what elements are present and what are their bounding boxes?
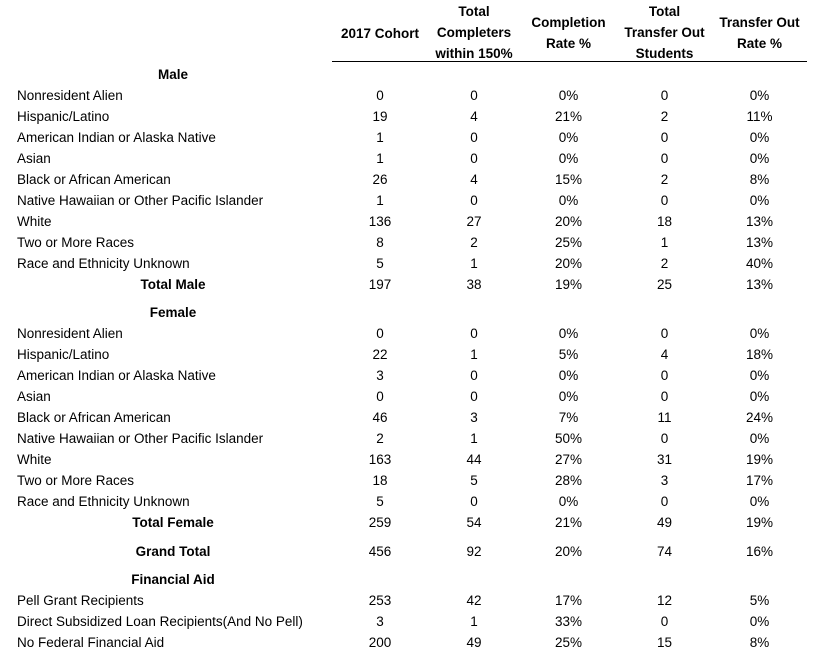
column-header-transfer-out-rate bbox=[712, 12, 807, 54]
table-cell: 1 bbox=[376, 193, 384, 208]
table-row bbox=[0, 590, 817, 611]
table-cell: 0% bbox=[558, 326, 579, 341]
table-cell: 0% bbox=[749, 614, 770, 629]
table-cell: 0% bbox=[558, 494, 579, 509]
table-cell: 0% bbox=[558, 193, 579, 208]
table-row bbox=[0, 344, 817, 365]
column-header-line: Completers bbox=[436, 25, 512, 40]
row-label: Native Hawaiian or Other Pacific Islander bbox=[17, 193, 264, 208]
table-cell: 0% bbox=[749, 193, 770, 208]
total-label: Total Female bbox=[132, 515, 214, 530]
table-cell: 0 bbox=[470, 193, 478, 208]
table-cell: 4 bbox=[660, 347, 669, 362]
table-cell: 2 bbox=[376, 431, 384, 446]
table-row bbox=[0, 428, 817, 449]
table-cell: 0% bbox=[749, 494, 770, 509]
table-row bbox=[0, 190, 817, 211]
table-row bbox=[0, 127, 817, 148]
table-cell: 2 bbox=[470, 235, 478, 250]
table-cell: 1 bbox=[376, 151, 384, 166]
section-title: Financial Aid bbox=[131, 572, 215, 587]
table-cell: 8% bbox=[749, 635, 770, 650]
table-cell: 0% bbox=[749, 368, 770, 383]
table-cell: 0 bbox=[470, 389, 478, 404]
column-header-line: Students bbox=[635, 46, 694, 61]
table-cell: 13% bbox=[745, 277, 774, 292]
total-row bbox=[0, 512, 817, 533]
table-cell: 1 bbox=[470, 256, 478, 271]
table-cell: 259 bbox=[368, 515, 392, 530]
table-cell: 22 bbox=[372, 347, 388, 362]
table-cell: 15% bbox=[554, 172, 583, 187]
column-header-line: 2017 Cohort bbox=[340, 26, 420, 41]
row-label: Native Hawaiian or Other Pacific Islander bbox=[17, 431, 264, 446]
row-label: Black or African American bbox=[17, 410, 171, 425]
table-cell: 0% bbox=[749, 151, 770, 166]
column-header-line: Rate % bbox=[545, 36, 591, 51]
table-cell: 18% bbox=[745, 347, 774, 362]
table-cell: 28% bbox=[554, 473, 583, 488]
table-cell: 0 bbox=[376, 326, 384, 341]
column-header-line: Rate % bbox=[736, 36, 782, 51]
table-cell: 1 bbox=[470, 431, 478, 446]
table-cell: 200 bbox=[368, 635, 392, 650]
table-row bbox=[0, 211, 817, 232]
column-header-line: Transfer Out bbox=[624, 25, 705, 40]
table-cell: 0% bbox=[558, 389, 579, 404]
column-header-cohort bbox=[332, 23, 428, 44]
table-cell: 49 bbox=[466, 635, 482, 650]
table-cell: 0 bbox=[470, 151, 478, 166]
table-cell: 1 bbox=[660, 235, 669, 250]
row-label: Asian bbox=[17, 151, 51, 166]
table-cell: 50% bbox=[554, 431, 583, 446]
table-cell: 19% bbox=[745, 515, 774, 530]
table-cell: 0 bbox=[660, 326, 669, 341]
table-cell: 17% bbox=[554, 593, 583, 608]
section-title: Female bbox=[149, 305, 197, 320]
table-row bbox=[0, 632, 817, 653]
table-row bbox=[0, 407, 817, 428]
table-cell: 15 bbox=[656, 635, 673, 650]
table-cell: 5% bbox=[749, 593, 770, 608]
section-title: Male bbox=[157, 67, 188, 82]
table-cell: 1 bbox=[376, 130, 384, 145]
table-cell: 25% bbox=[554, 635, 583, 650]
table-row bbox=[0, 611, 817, 632]
row-label: Race and Ethnicity Unknown bbox=[17, 256, 190, 271]
total-label: Total Male bbox=[140, 277, 206, 292]
row-label: Direct Subsidized Loan Recipients(And No Pell) bbox=[17, 614, 303, 629]
table-cell: 0 bbox=[660, 368, 669, 383]
row-label: Hispanic/Latino bbox=[17, 109, 110, 124]
table-cell: 8 bbox=[376, 235, 384, 250]
row-label: American Indian or Alaska Native bbox=[17, 368, 216, 383]
table-cell: 0 bbox=[376, 88, 384, 103]
table-cell: 1 bbox=[470, 614, 478, 629]
row-label: White bbox=[17, 452, 52, 467]
column-header-transfer-out-students bbox=[617, 1, 712, 64]
table-row bbox=[0, 85, 817, 106]
table-cell: 13% bbox=[745, 214, 774, 229]
table-cell: 0 bbox=[470, 494, 478, 509]
table-row bbox=[0, 470, 817, 491]
row-label: Asian bbox=[17, 389, 51, 404]
table-cell: 12 bbox=[656, 593, 673, 608]
table-cell: 26 bbox=[372, 172, 388, 187]
table-cell: 44 bbox=[466, 452, 482, 467]
table-cell: 20% bbox=[554, 256, 583, 271]
table-cell: 0% bbox=[749, 431, 770, 446]
table-cell: 0 bbox=[470, 130, 478, 145]
table-cell: 25 bbox=[656, 277, 673, 292]
table-cell: 0 bbox=[376, 389, 384, 404]
row-label: American Indian or Alaska Native bbox=[17, 130, 216, 145]
table-body bbox=[0, 65, 817, 653]
grand-total-row bbox=[0, 541, 817, 562]
grand-total-label: Grand Total bbox=[135, 544, 211, 559]
table-cell: 5 bbox=[376, 256, 384, 271]
section-heading bbox=[0, 65, 817, 85]
section-heading bbox=[0, 570, 817, 590]
table-cell: 11 bbox=[657, 410, 672, 425]
table-cell: 17% bbox=[745, 473, 774, 488]
table-cell: 3 bbox=[470, 410, 478, 425]
row-label: Two or More Races bbox=[17, 473, 135, 488]
column-header-line: Completion bbox=[531, 15, 606, 30]
table-cell: 27% bbox=[554, 452, 583, 467]
table-cell: 19% bbox=[554, 277, 583, 292]
table-cell: 0 bbox=[660, 614, 669, 629]
table-cell: 0% bbox=[558, 151, 579, 166]
table-row bbox=[0, 106, 817, 127]
table-cell: 3 bbox=[376, 614, 384, 629]
table-cell: 21% bbox=[554, 109, 583, 124]
table-cell: 253 bbox=[368, 593, 392, 608]
table-row bbox=[0, 491, 817, 512]
table-cell: 18 bbox=[372, 473, 388, 488]
table-cell: 0 bbox=[470, 326, 478, 341]
table-cell: 0% bbox=[749, 326, 770, 341]
table-cell: 46 bbox=[372, 410, 388, 425]
table-cell: 2 bbox=[660, 172, 669, 187]
table-cell: 5 bbox=[376, 494, 384, 509]
table-cell: 2 bbox=[660, 256, 669, 271]
table-cell: 0% bbox=[749, 130, 770, 145]
column-header-completers bbox=[428, 1, 520, 64]
table-row bbox=[0, 232, 817, 253]
table-cell: 0 bbox=[660, 130, 669, 145]
table-cell: 0 bbox=[660, 494, 669, 509]
table-cell: 0 bbox=[470, 88, 478, 103]
row-label: Nonresident Alien bbox=[17, 326, 123, 341]
table-cell: 136 bbox=[368, 214, 392, 229]
table-cell: 3 bbox=[660, 473, 669, 488]
table-header bbox=[0, 0, 817, 66]
table-cell: 5% bbox=[558, 347, 579, 362]
row-label: Hispanic/Latino bbox=[17, 347, 110, 362]
table-cell: 5 bbox=[470, 473, 478, 488]
table-cell: 19% bbox=[745, 452, 774, 467]
table-row bbox=[0, 449, 817, 470]
table-row bbox=[0, 148, 817, 169]
table-cell: 0% bbox=[558, 130, 579, 145]
table-cell: 74 bbox=[656, 544, 673, 559]
table-cell: 0 bbox=[470, 368, 478, 383]
table-cell: 2 bbox=[660, 109, 669, 124]
row-label: White bbox=[17, 214, 52, 229]
table-cell: 1 bbox=[470, 347, 478, 362]
table-cell: 0 bbox=[660, 193, 669, 208]
table-row bbox=[0, 365, 817, 386]
header-underline bbox=[332, 61, 807, 62]
table-cell: 27 bbox=[466, 214, 482, 229]
row-label: Two or More Races bbox=[17, 235, 135, 250]
table-cell: 0 bbox=[660, 389, 669, 404]
table-cell: 197 bbox=[368, 277, 392, 292]
table-cell: 54 bbox=[466, 515, 482, 530]
table-cell: 0 bbox=[660, 431, 669, 446]
table-cell: 40% bbox=[745, 256, 774, 271]
table-cell: 19 bbox=[372, 109, 388, 124]
table-cell: 0% bbox=[749, 389, 770, 404]
table-row bbox=[0, 323, 817, 344]
total-row bbox=[0, 274, 817, 295]
table-cell: 20% bbox=[554, 544, 583, 559]
table-cell: 3 bbox=[376, 368, 384, 383]
row-label: Pell Grant Recipients bbox=[17, 593, 144, 608]
table-cell: 25% bbox=[554, 235, 583, 250]
table-cell: 13% bbox=[745, 235, 774, 250]
table-cell: 0% bbox=[749, 88, 770, 103]
table-row bbox=[0, 386, 817, 407]
table-cell: 8% bbox=[749, 172, 770, 187]
table-cell: 456 bbox=[368, 544, 392, 559]
table-cell: 38 bbox=[466, 277, 482, 292]
table-cell: 163 bbox=[368, 452, 392, 467]
row-label: Black or African American bbox=[17, 172, 171, 187]
table-row bbox=[0, 169, 817, 190]
table-cell: 24% bbox=[745, 410, 774, 425]
table-cell: 4 bbox=[470, 172, 478, 187]
table-cell: 0% bbox=[558, 88, 579, 103]
table-cell: 20% bbox=[554, 214, 583, 229]
section-heading bbox=[0, 303, 817, 323]
table-cell: 4 bbox=[470, 109, 478, 124]
table-row bbox=[0, 253, 817, 274]
table-cell: 92 bbox=[466, 544, 482, 559]
table-cell: 33% bbox=[554, 614, 583, 629]
table-cell: 0 bbox=[660, 151, 669, 166]
table-cell: 49 bbox=[656, 515, 673, 530]
table-cell: 0 bbox=[660, 88, 669, 103]
column-header-line: Total bbox=[458, 4, 490, 19]
row-label: Nonresident Alien bbox=[17, 88, 123, 103]
table-cell: 18 bbox=[656, 214, 673, 229]
column-header-completion-rate bbox=[520, 12, 617, 54]
column-header-line: within 150% bbox=[435, 46, 513, 61]
table-cell: 16% bbox=[745, 544, 774, 559]
row-label: No Federal Financial Aid bbox=[17, 635, 165, 650]
table-cell: 0% bbox=[558, 368, 579, 383]
table-cell: 7% bbox=[558, 410, 579, 425]
table-cell: 11% bbox=[746, 109, 773, 124]
table-cell: 42 bbox=[466, 593, 482, 608]
table-cell: 21% bbox=[554, 515, 583, 530]
row-label: Race and Ethnicity Unknown bbox=[17, 494, 190, 509]
table-cell: 31 bbox=[656, 452, 673, 467]
column-header-line: Total bbox=[648, 4, 681, 19]
column-header-line: Transfer Out bbox=[719, 15, 800, 30]
